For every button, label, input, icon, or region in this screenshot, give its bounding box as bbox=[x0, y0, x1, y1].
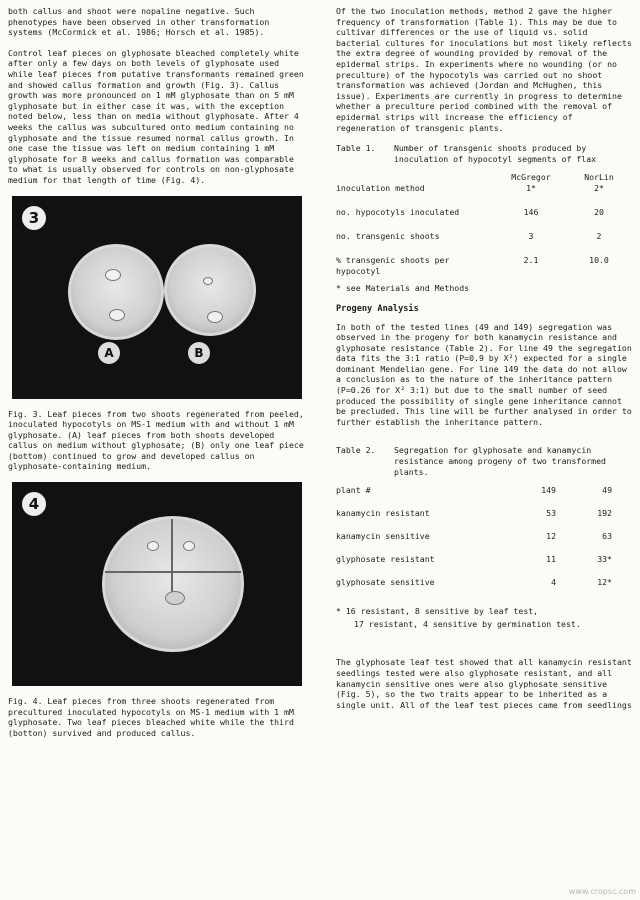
table-header-row bbox=[336, 172, 632, 183]
figure-3-caption: Fig. 3. Leaf pieces from two shoots regenerated from peeled, inoculated hypocotyls on MS-1 medium with and without 1 mM glyphosate. (A) leaf pieces from both shoots developed callus on medium without glyphosate; (B) only one leaf piece (bottom) continued to grow and developed callus on glyphosate-containing medium. bbox=[8, 408, 304, 472]
table-row: no. transgenic shoots 3 2 bbox=[336, 230, 602, 241]
watermark: www.cropsc.com bbox=[568, 887, 636, 896]
leaf-piece bbox=[183, 541, 195, 551]
right-column bbox=[336, 6, 632, 720]
table-2-note-2: 17 resistant, 4 sensitive by germination test. bbox=[354, 618, 581, 629]
table-1-col-norlin: NorLin bbox=[584, 172, 614, 183]
table-2 bbox=[336, 485, 632, 600]
table-row: no. hypocotyls inoculated 146 20 bbox=[336, 206, 604, 217]
section-heading-progeny: Progeny Analysis bbox=[336, 303, 419, 314]
dish-label-a: A bbox=[98, 342, 120, 364]
dish-divider bbox=[105, 571, 241, 573]
table-2-title: Segregation for glyphosate and kanamycin resistance among progeny of two transformed plants. bbox=[394, 445, 606, 477]
table-row: plant # 149 49 bbox=[336, 485, 612, 496]
table-1-note: * see Materials and Methods bbox=[336, 282, 470, 293]
petri-dish bbox=[102, 516, 244, 652]
leaf-piece bbox=[109, 309, 125, 321]
table-1-label: Table 1. bbox=[336, 143, 376, 154]
table-row: kanamycin sensitive 12 63 bbox=[336, 531, 612, 542]
table-2-caption bbox=[336, 445, 632, 477]
leaf-piece bbox=[105, 269, 121, 281]
table-1-title: Number of transgenic shoots produced by inoculation of hypocotyl segments of flax bbox=[394, 143, 597, 164]
leaf-piece bbox=[165, 591, 185, 605]
figure-3-photo bbox=[12, 196, 302, 399]
table-row: kanamycin resistant 53 192 bbox=[336, 508, 612, 519]
leaf-piece bbox=[207, 311, 223, 323]
dish-label-b: B bbox=[188, 342, 210, 364]
figure-4-caption: Fig. 4. Leaf pieces from three shoots regenerated from precultured inoculated hypocotyls on MS-1 medium with 1 mM glyphosate. Two leaf pieces bleached white while the third (botton) survived and produced callus. bbox=[8, 696, 294, 738]
leaf-piece bbox=[203, 277, 213, 285]
table-1-col-mcgregor: McGregor bbox=[511, 172, 551, 183]
petri-dish-b bbox=[164, 244, 256, 336]
table-row: glyphosate sensitive 4 12* bbox=[336, 577, 612, 588]
leaf-piece bbox=[147, 541, 159, 551]
paragraph-progeny: In both of the tested lines (49 and 149) segregation was observed in the progeny for both kanamycin resistance and glyphosate resistance (Table 2). For line 49 the segregation data fits the 3:1 ratio (P=0.9 by X²) expected for a single dominant Mendelian gene. For line 149 the data do not allow a conclusion as to the nature of the inheritance pattern (P=0.26 for X² 3:1) but due to the small number of seed produced the possibility of single gene inheritance cannot be precluded. This line will be further analysed in order to further establish the inheritance pattern. bbox=[336, 321, 632, 427]
figure-3-number: 3 bbox=[22, 206, 46, 230]
table-row: glyphosate resistant 11 33* bbox=[336, 554, 612, 565]
table-1-caption bbox=[336, 143, 632, 164]
figure-4-number: 4 bbox=[22, 492, 46, 516]
table-1 bbox=[336, 172, 632, 279]
table-2-label: Table 2. bbox=[336, 445, 376, 456]
paragraph-nopaline: both callus and shoot were nopaline negative. Such phenotypes have been observed in other transformation systems (McCormick et al. 1986; Horsch et al. 1985). bbox=[8, 6, 270, 38]
paragraph-leaf-test: The glyphosate leaf test showed that all kanamycin resistant seedlings tested were also glyphosate resistant, and all kanamycin sensitive ones were also glyphosate sensitive (Fig. 5), so the two traits appear to be inherited as a single unit. All of the leaf test pieces came from seedlings bbox=[336, 657, 632, 710]
petri-dish-a bbox=[68, 244, 164, 340]
paragraph-control-leaf: Control leaf pieces on glyphosate bleached completely white after only a few days on both levels of glyphosate used while leaf pieces from putative transformants remained green and showed callus formation and growth (Fig. 3). Callus growth was more pronounced on 1 mM glyphosate than on 5 mM glyphosate but in either case it was, with the exception noted below, less than on media without glyphosate. After 4 weeks the callus was subcultured onto medium containing no glyphosate and the tissue resumed normal callus growth. In one case the tissue was left on medium containing 1 mM glyphosate for 8 weeks and callus formation was comparable to what is usually observed for controls on non-glyphosate medium for that length of time (Fig. 4). bbox=[8, 47, 304, 185]
left-column bbox=[8, 6, 304, 748]
table-row: inoculation method 1* 2* bbox=[336, 182, 604, 193]
table-2-note-1: * 16 resistant, 8 sensitive by leaf test, bbox=[336, 606, 539, 617]
table-row: % transgenic shoots per hypocotyl 2.1 10.0 bbox=[336, 254, 609, 276]
figure-4-photo bbox=[12, 482, 302, 686]
dish-divider bbox=[171, 519, 173, 597]
paragraph-inoculation-methods: Of the two inoculation methods, method 2 gave the higher frequency of transformation (Table 1). This may be due to cultivar differences or the use of liquid vs. solid bacterial cultures for inoculations but most likely reflects the extra degree of wounding provided by removal of the epidermal strips. In experiments where no wounding (or no preculture) of the hypocotyls was carried out no shoot transformation was achieved (Jordan and McHughen, this issue). Experiments are currently in progress to determine whether a preculture period combined with the removal of epidermal strips will increase the efficiency of regeneration of transgenic plants. bbox=[336, 6, 632, 133]
